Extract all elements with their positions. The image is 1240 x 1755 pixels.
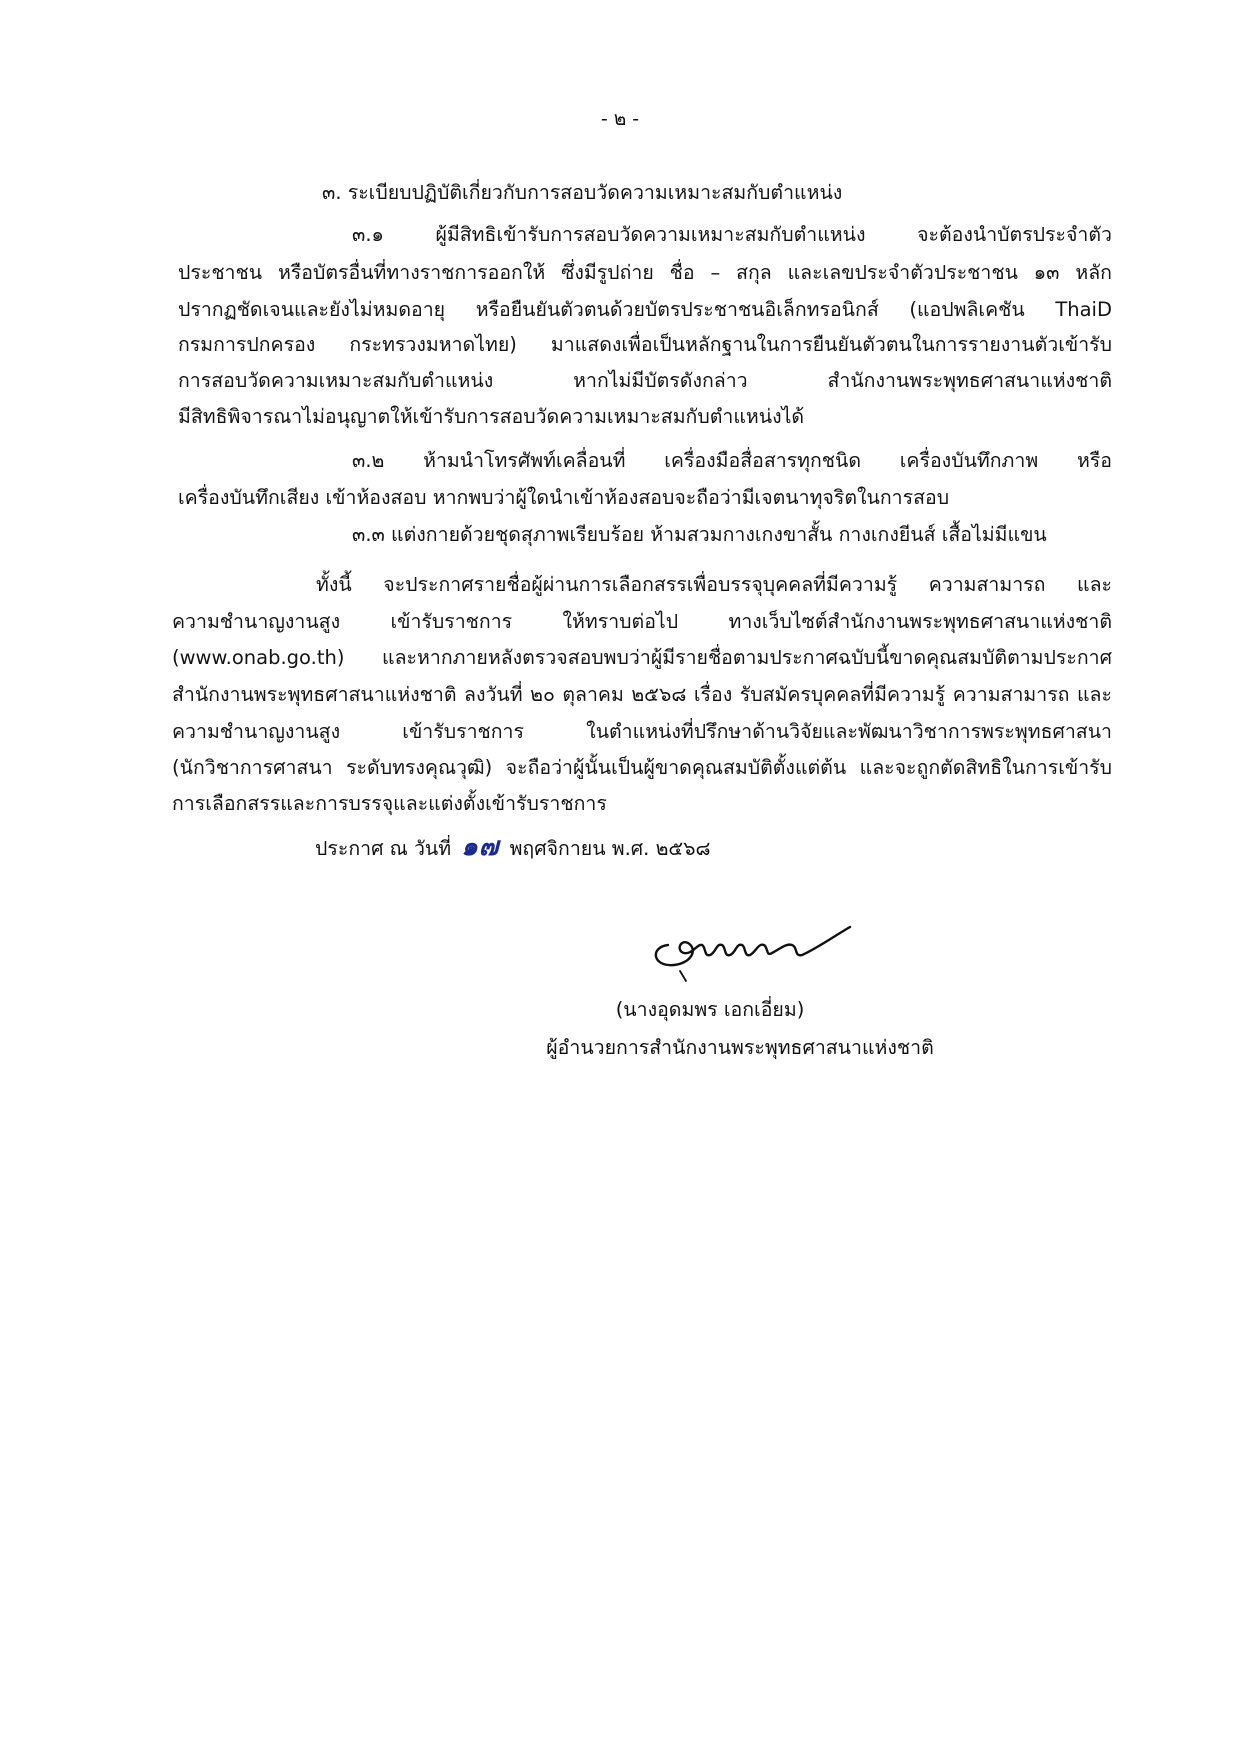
item-3-1-line-6: มีสิทธิพิจารณาไม่อนุญาตให้เข้ารับการสอบวัดความเหมาะสมกับตำแหน่งได้ — [178, 405, 805, 428]
signatory-position: ผู้อำนวยการสำนักงานพระพุทธศาสนาแห่งชาติ — [546, 1036, 934, 1059]
handwritten-day: ๑๗ — [461, 832, 500, 862]
item-3-1-line-4: กรมการปกครอง กระทรวงมหาดไทย) มาแสดงเพื่อเป็นหลักฐานในการยืนยันตัวตนในการรายงานตัวเข้ารับ — [178, 333, 1112, 356]
closing-line-5: ความชำนาญงานสูง เข้ารับราชการ ในตำแหน่งที่ปรึกษาด้านวิจัยและพัฒนาวิชาการพระพุทธศาสนา — [172, 720, 1112, 743]
section-3-heading: ๓. ระเบียบปฏิบัติเกี่ยวกับการสอบวัดความเหมาะสมกับตำแหน่ง — [322, 181, 843, 204]
item-3-2-line-2: เครื่องบันทึกเสียง เข้าห้องสอบ หากพบว่าผู้ใดนำเข้าห้องสอบจะถือว่ามีเจตนาทุจริตในการสอบ — [178, 486, 950, 509]
item-3-2-line-1: ๓.๒ ห้ามนำโทรศัพท์เคลื่อนที่ เครื่องมือสื่อสารทุกชนิด เครื่องบันทึกภาพ หรือ — [352, 449, 1112, 472]
closing-line-6: (นักวิชาการศาสนา ระดับทรงคุณวุฒิ) จะถือว่าผู้นั้นเป็นผู้ขาดคุณสมบัติตั้งแต่ต้น และจะถูกตัดสิทธิในการเข้ารับ — [172, 756, 1112, 779]
closing-line-4: สำนักงานพระพุทธศาสนาแห่งชาติ ลงวันที่ ๒๐ ตุลาคม ๒๕๖๘ เรื่อง รับสมัครบุคคลที่มีความรู้ ความสามารถ และ — [172, 683, 1112, 706]
handwritten-signature — [640, 905, 860, 985]
item-3-1-line-5: การสอบวัดความเหมาะสมกับตำแหน่ง หากไม่มีบัตรดังกล่าว สำนักงานพระพุทธศาสนาแห่งชาติ — [178, 369, 1112, 392]
page-number: - ๒ - — [600, 108, 640, 130]
closing-line-7: การเลือกสรรและการบรรจุและแต่งตั้งเข้ารับราชการ — [172, 792, 607, 815]
date-suffix: พฤศจิกายน พ.ศ. ๒๕๖๘ — [509, 837, 711, 860]
date-prefix: ประกาศ ณ วันที่ — [315, 837, 452, 860]
item-3-1-line-1: ๓.๑ ผู้มีสิทธิเข้ารับการสอบวัดความเหมาะสมกับตำแหน่ง จะต้องนำบัตรประจำตัว — [352, 223, 1112, 246]
item-3-1-line-3: ปรากฏชัดเจนและยังไม่หมดอายุ หรือยืนยันตัวตนด้วยบัตรประชาชนอิเล็กทรอนิกส์ (แอปพลิเคชัน ThaiD — [178, 298, 1112, 321]
closing-line-2: ความชำนาญงานสูง เข้ารับราชการ ให้ทราบต่อไป ทางเว็บไซต์สำนักงานพระพุทธศาสนาแห่งชาติ — [172, 610, 1112, 633]
announcement-date — [315, 830, 711, 866]
closing-line-1: ทั้งนี้ จะประกาศรายชื่อผู้ผ่านการเลือกสรรเพื่อบรรจุบุคคลที่มีความรู้ ความสามารถ และ — [316, 573, 1112, 596]
closing-line-3: (www.onab.go.th) และหากภายหลังตรวจสอบพบว่าผู้มีรายชื่อตามประกาศฉบับนี้ขาดคุณสมบัติตามประกาศ — [172, 646, 1112, 669]
item-3-3: ๓.๓ แต่งกายด้วยชุดสุภาพเรียบร้อย ห้ามสวมกางเกงขาสั้น กางเกงยีนส์ เสื้อไม่มีแขน — [352, 523, 1047, 546]
signatory-name: (นางอุดมพร เอกเอี่ยม) — [615, 998, 805, 1021]
item-3-1-line-2: ประชาชน หรือบัตรอื่นที่ทางราชการออกให้ ซึ่งมีรูปถ่าย ชื่อ – สกุล และเลขประจำตัวประชาชน ๑๓ หลัก — [178, 261, 1112, 284]
